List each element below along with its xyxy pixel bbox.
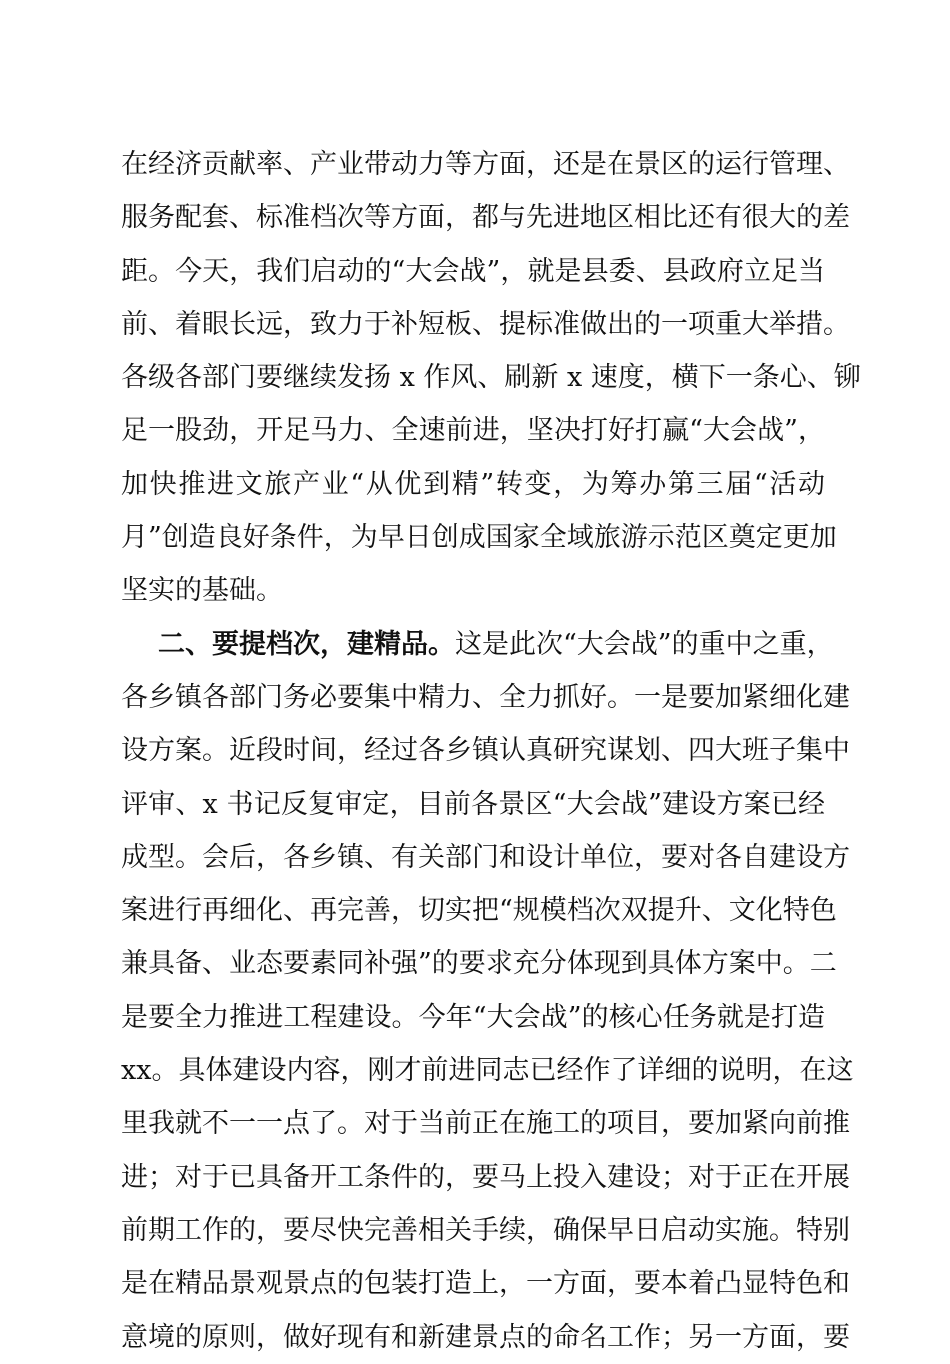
text-line: 各乡镇各部门务必要集中精力、全力抓好。一是要加紧细化建 — [121, 681, 850, 713]
text-line: xx。具体建设内容，刚才前进同志已经作了详细的说明，在这 — [121, 1055, 854, 1087]
text-line: 各级各部门要继续发扬 x 作风、刷新 x 速度，横下一条心、铆 — [121, 362, 861, 394]
text-line: 成型。会后，各乡镇、有关部门和设计单位，要对各自建设方 — [121, 841, 850, 873]
paragraph-1 — [121, 138, 861, 618]
text-line: 坚实的基础。 — [121, 575, 283, 607]
text-line: 月”创造良好条件，为早日创成国家全域旅游示范区奠定更加 — [121, 522, 837, 554]
paragraph-2-first-line — [121, 618, 834, 671]
text-line: 案进行再细化、再完善，切实把“规模档次双提升、文化特色 — [121, 895, 837, 927]
document-body — [121, 138, 861, 1364]
paragraph-2 — [121, 618, 854, 1364]
text-line: 服务配套、标准档次等方面，都与先进地区相比还有很大的差 — [121, 202, 850, 234]
text-line: 是在精品景观景点的包装打造上，一方面，要本着凸显特色和 — [121, 1268, 850, 1300]
text-line: 里我就不一一点了。对于当前正在施工的项目，要加紧向前推 — [121, 1108, 850, 1140]
text-line: 距。今天，我们启动的“大会战”，就是县委、县政府立足当 — [121, 255, 825, 287]
section-heading: 二、要提档次，建精品。 — [158, 628, 455, 660]
text-line: 意境的原则，做好现有和新建景点的命名工作；另一方面，要 — [121, 1321, 850, 1353]
text-line: 前期工作的，要尽快完善相关手续，确保早日启动实施。特别 — [121, 1214, 850, 1246]
text-line: 加快推进文旅产业“从优到精”转变，为筹办第三届“活动 — [121, 468, 825, 500]
text-line: 是要全力推进工程建设。今年“大会战”的核心任务就是打造 — [121, 1001, 825, 1033]
text-line: 设方案。近段时间，经过各乡镇认真研究谋划、四大班子集中 — [121, 735, 850, 767]
text-line: 足一股劲，开足马力、全速前进，坚决打好打赢“大会战”， — [121, 415, 825, 447]
text-line: 兼具备、业态要素同补强”的要求充分体现到具体方案中。二 — [121, 948, 837, 980]
text-run: 这是此次“大会战”的重中之重， — [455, 628, 834, 660]
text-line: 进；对于已具备开工条件的，要马上投入建设；对于正在开展 — [121, 1161, 850, 1193]
text-line: 前、着眼长远，致力于补短板、提标准做出的一项重大举措。 — [121, 308, 850, 340]
text-line: 在经济贡献率、产业带动力等方面，还是在景区的运行管理、 — [121, 149, 850, 180]
text-line: 评审、x 书记反复审定，目前各景区“大会战”建设方案已经 — [121, 788, 825, 820]
